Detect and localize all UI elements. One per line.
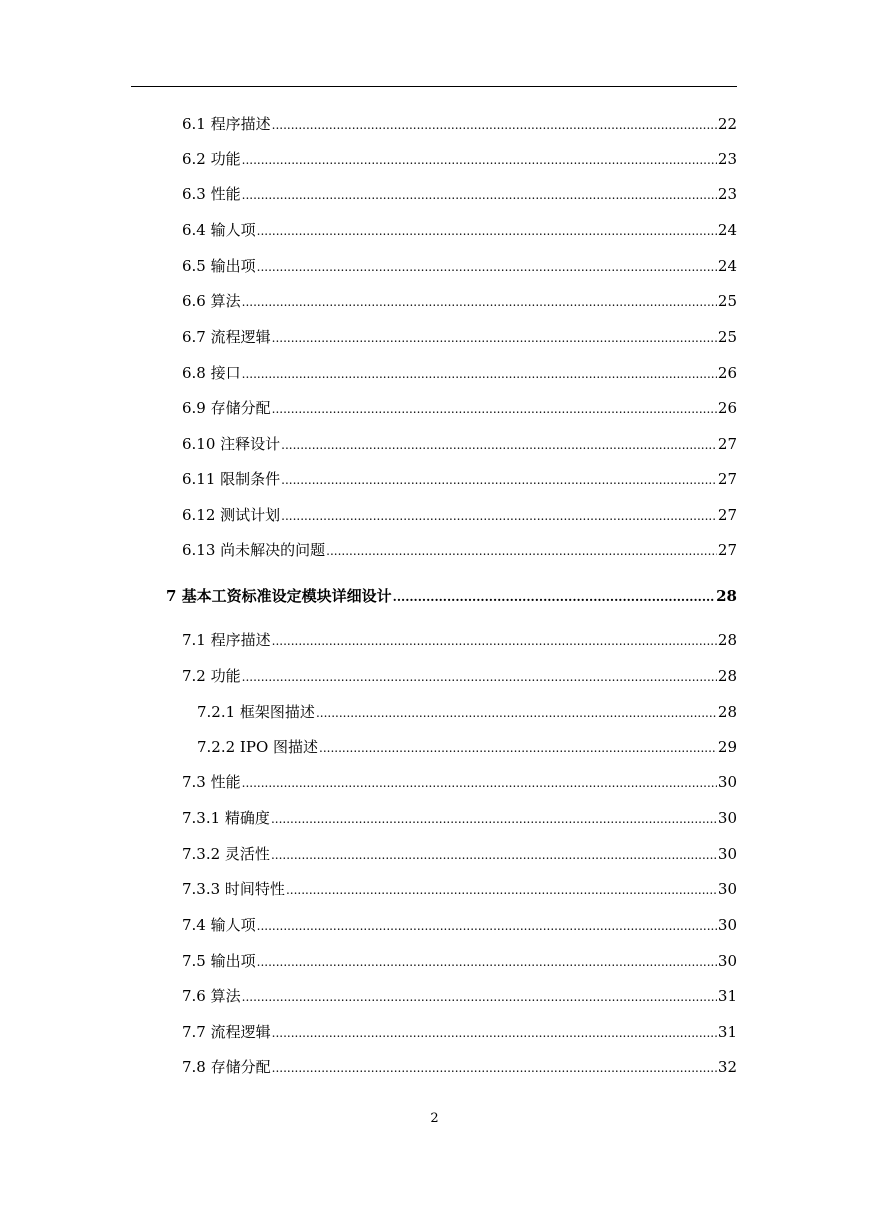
toc-chapter-entry[interactable] bbox=[166, 586, 737, 607]
toc-entry[interactable] bbox=[182, 772, 737, 793]
toc-entry-label: 6.1 程序描述 bbox=[182, 115, 271, 133]
toc-dot-leader bbox=[242, 773, 717, 793]
toc-entry-page: 22 bbox=[717, 115, 737, 133]
toc-entry-page: 31 bbox=[717, 987, 737, 1005]
toc-entry[interactable] bbox=[182, 808, 737, 829]
toc-entry-label: 6.11 限制条件 bbox=[182, 470, 281, 488]
toc-entry-page: 30 bbox=[717, 880, 737, 898]
toc-entry-label: 7.2 功能 bbox=[182, 667, 241, 685]
toc-entry-page: 30 bbox=[717, 952, 737, 970]
toc-dot-leader bbox=[242, 987, 717, 1007]
toc-entry-label: 6.6 算法 bbox=[182, 292, 241, 310]
toc-dot-leader bbox=[242, 150, 717, 170]
toc-entry-page: 28 bbox=[716, 587, 737, 605]
toc-entry[interactable] bbox=[182, 666, 737, 687]
toc-dot-leader bbox=[272, 399, 717, 419]
toc-dot-leader bbox=[242, 364, 717, 384]
toc-entry-page: 28 bbox=[717, 631, 737, 649]
toc-entry-label: 6.5 输出项 bbox=[182, 257, 256, 275]
toc-entry-label: 7 基本工资标准设定模块详细设计 bbox=[166, 587, 392, 605]
toc-dot-leader bbox=[281, 470, 717, 490]
toc-entry-page: 30 bbox=[717, 809, 737, 827]
toc-entry[interactable] bbox=[182, 540, 737, 561]
toc-entry[interactable] bbox=[182, 114, 737, 135]
toc-entry-page: 25 bbox=[717, 328, 737, 346]
toc-entry-page: 28 bbox=[717, 667, 737, 685]
toc-entry-page: 24 bbox=[717, 257, 737, 275]
toc-entry-label: 7.3.2 灵活性 bbox=[182, 845, 270, 863]
toc-entry[interactable] bbox=[182, 505, 737, 526]
toc-entry-label: 7.7 流程逻辑 bbox=[182, 1023, 271, 1041]
toc-dot-leader bbox=[272, 115, 717, 135]
toc-entry[interactable] bbox=[182, 986, 737, 1007]
toc-entry[interactable] bbox=[182, 1022, 737, 1043]
toc-entry-label: 7.4 输人项 bbox=[182, 916, 256, 934]
toc-entry-label: 6.4 输人项 bbox=[182, 221, 256, 239]
toc-entry-page: 23 bbox=[717, 185, 737, 203]
toc-entry[interactable] bbox=[197, 702, 737, 723]
toc-entry-page: 27 bbox=[717, 506, 737, 524]
toc-dot-leader bbox=[316, 703, 717, 723]
toc-dot-leader bbox=[271, 845, 717, 865]
toc-entry-label: 7.8 存储分配 bbox=[182, 1058, 271, 1076]
toc-entry-page: 27 bbox=[717, 470, 737, 488]
toc-entry-label: 7.3.3 时间特性 bbox=[182, 880, 285, 898]
toc-dot-leader bbox=[272, 1058, 717, 1078]
toc-dot-leader bbox=[326, 541, 717, 561]
toc-entry[interactable] bbox=[182, 256, 737, 277]
toc-entry[interactable] bbox=[182, 844, 737, 865]
toc-entry-page: 26 bbox=[717, 399, 737, 417]
toc-entry-label: 6.2 功能 bbox=[182, 150, 241, 168]
toc-dot-leader bbox=[281, 435, 717, 455]
toc-entry-page: 24 bbox=[717, 221, 737, 239]
toc-entry-page: 23 bbox=[717, 150, 737, 168]
toc-entry[interactable] bbox=[182, 879, 737, 900]
toc-dot-leader bbox=[272, 631, 717, 651]
toc-entry-label: 7.5 输出项 bbox=[182, 952, 256, 970]
toc-entry-label: 6.8 接口 bbox=[182, 364, 241, 382]
toc-dot-leader bbox=[242, 292, 717, 312]
toc-entry[interactable] bbox=[182, 951, 737, 972]
toc-dot-leader bbox=[257, 916, 717, 936]
toc-entry-label: 6.3 性能 bbox=[182, 185, 241, 203]
toc-dot-leader bbox=[319, 738, 717, 758]
toc-dot-leader bbox=[257, 952, 717, 972]
toc-entry[interactable] bbox=[182, 291, 737, 312]
toc-entry-page: 27 bbox=[717, 435, 737, 453]
toc-entry[interactable] bbox=[182, 220, 737, 241]
toc-dot-leader bbox=[272, 328, 717, 348]
toc-entry[interactable] bbox=[197, 737, 737, 758]
toc-entry-page: 29 bbox=[717, 738, 737, 756]
toc-dot-leader bbox=[286, 880, 717, 900]
toc-entry-page: 30 bbox=[717, 845, 737, 863]
toc-entry-page: 31 bbox=[717, 1023, 737, 1041]
toc-entry[interactable] bbox=[182, 469, 737, 490]
toc-entry[interactable] bbox=[182, 184, 737, 205]
toc-entry[interactable] bbox=[182, 149, 737, 170]
toc-entry-label: 7.3.1 精确度 bbox=[182, 809, 270, 827]
toc-entry-label: 6.12 测试计划 bbox=[182, 506, 281, 524]
toc-entry-page: 30 bbox=[717, 916, 737, 934]
toc-entry-label: 7.3 性能 bbox=[182, 773, 241, 791]
toc-entry-page: 28 bbox=[717, 703, 737, 721]
toc-entry[interactable] bbox=[182, 363, 737, 384]
toc-entry-label: 6.13 尚未解决的问题 bbox=[182, 541, 326, 559]
toc-entry[interactable] bbox=[182, 1057, 737, 1078]
toc-entry[interactable] bbox=[182, 915, 737, 936]
toc-entry-page: 25 bbox=[717, 292, 737, 310]
toc-entry-label: 7.2.2 IPO 图描述 bbox=[197, 738, 319, 756]
toc-entry-label: 7.6 算法 bbox=[182, 987, 241, 1005]
toc-dot-leader bbox=[393, 587, 715, 607]
toc-entry-page: 30 bbox=[717, 773, 737, 791]
header-rule bbox=[131, 86, 737, 87]
toc-entry-label: 7.1 程序描述 bbox=[182, 631, 271, 649]
toc-entry-label: 6.10 注释设计 bbox=[182, 435, 281, 453]
toc-dot-leader bbox=[257, 257, 717, 277]
toc-dot-leader bbox=[272, 1023, 717, 1043]
toc-entry[interactable] bbox=[182, 327, 737, 348]
toc-dot-leader bbox=[242, 185, 717, 205]
toc-dot-leader bbox=[242, 667, 717, 687]
toc-entry-label: 7.2.1 框架图描述 bbox=[197, 703, 315, 721]
toc-entry-page: 27 bbox=[717, 541, 737, 559]
toc-entry-page: 26 bbox=[717, 364, 737, 382]
toc-entry[interactable] bbox=[182, 398, 737, 419]
toc-entry-page: 32 bbox=[717, 1058, 737, 1076]
toc-dot-leader bbox=[257, 221, 717, 241]
toc-entry[interactable] bbox=[182, 630, 737, 651]
toc-dot-leader bbox=[281, 506, 717, 526]
toc-entry[interactable] bbox=[182, 434, 737, 455]
toc-entry-label: 6.9 存储分配 bbox=[182, 399, 271, 417]
toc-dot-leader bbox=[271, 809, 717, 829]
toc-entry-label: 6.7 流程逻辑 bbox=[182, 328, 271, 346]
page-number: 2 bbox=[430, 1111, 439, 1126]
